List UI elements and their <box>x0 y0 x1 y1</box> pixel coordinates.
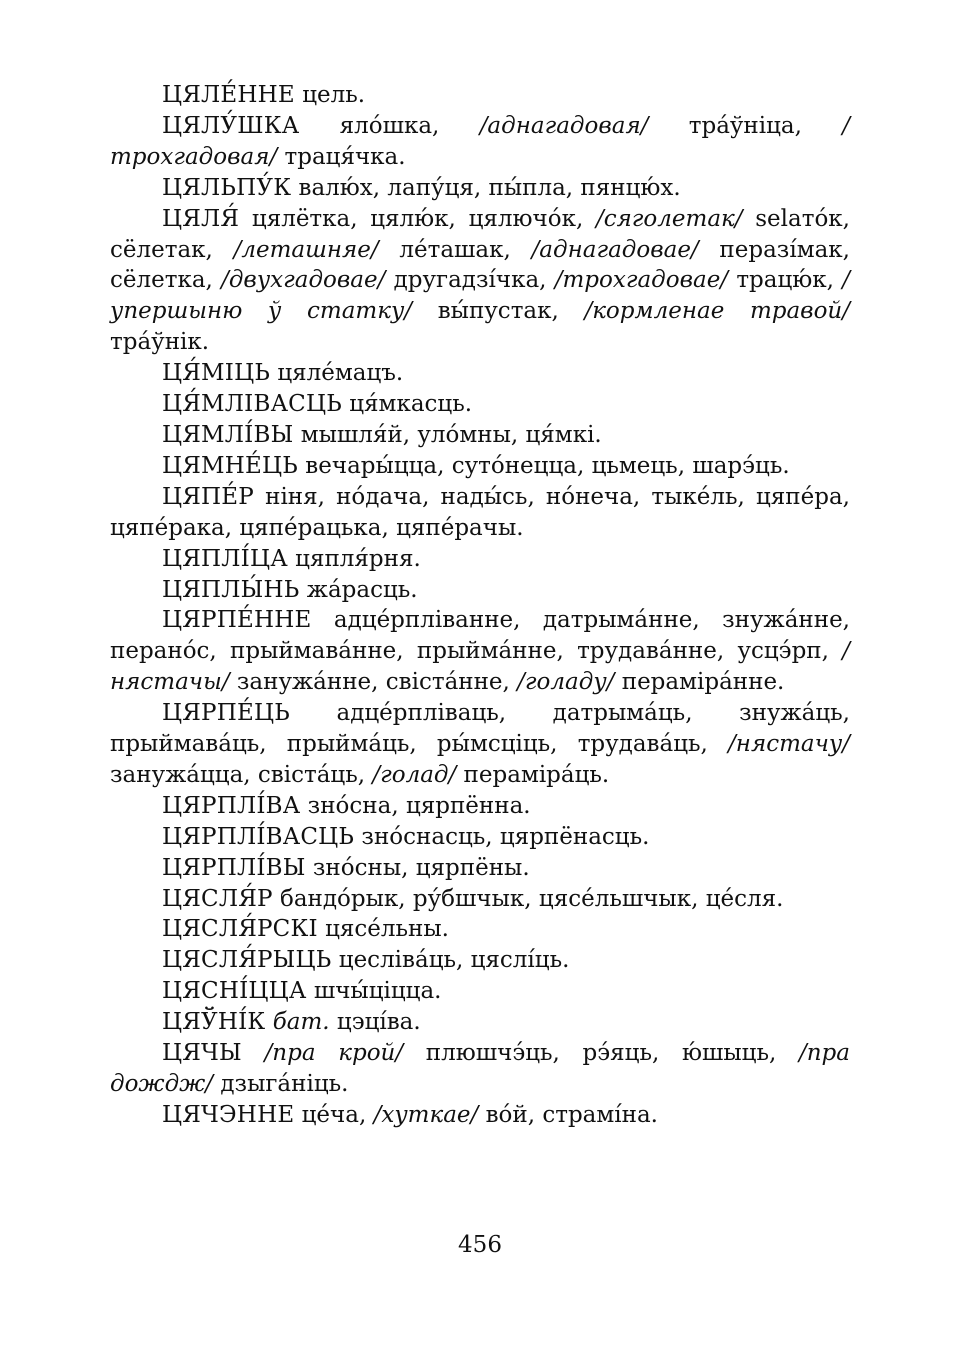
usage-note: /нястачу/ <box>728 731 850 758</box>
usage-note: /трохгадовае/ <box>554 267 729 294</box>
definition-text: вечары́цца, суто́нецца, цьмець, шарэ́ць. <box>298 452 790 479</box>
usage-note: /пра крой/ <box>264 1040 404 1067</box>
definition-text: зно́сна, цярпённа. <box>300 792 531 819</box>
dictionary-entry <box>110 822 850 853</box>
entries-list <box>110 80 850 1131</box>
definition-text: ніня, но́дача, нады́сь, но́неча, тыке́ль, цяпе́ра, цяпе́рака, цяпе́рацька, цяпе́рачы. <box>110 483 850 541</box>
dictionary-entry <box>110 945 850 976</box>
usage-note: /хуткае/ <box>373 1101 479 1128</box>
dictionary-entry <box>110 451 850 482</box>
definition-text: пераміра́нне. <box>614 669 785 696</box>
definition-text: пераміра́ць. <box>456 761 610 788</box>
dictionary-entry <box>110 605 850 698</box>
dictionary-entry <box>110 80 850 111</box>
usage-note: /сяголетак/ <box>595 205 743 232</box>
headword: ЦЯЛЕ́ННЕ <box>162 82 295 108</box>
definition-text <box>265 1009 272 1035</box>
headword: ЦЯЛУ́ШКА <box>162 112 300 139</box>
dictionary-entry <box>110 1038 850 1100</box>
dictionary-entry <box>110 853 850 884</box>
dictionary-entry <box>110 173 850 204</box>
headword: ЦЯПЕ́Р <box>162 483 254 510</box>
definition-text: валю́х, лапу́ця, пы́пла, пянцю́х. <box>291 174 681 201</box>
definition-text: цясе́льны. <box>317 916 449 943</box>
definition-text: яло́шка, <box>299 112 480 139</box>
headword: ЦЯПЛЫ́НЬ <box>162 576 300 603</box>
page-number: 456 <box>458 1232 502 1258</box>
headword: ЦЯМЛІ́ВЫ <box>162 421 294 448</box>
usage-note: /леташняе/ <box>233 236 379 263</box>
definition-text: цялётка, цялю́к, цялючо́к, <box>239 205 596 232</box>
definition-text: перазі́мак, сёлетка, <box>110 236 850 294</box>
headword: ЦЯЛЯ́ <box>162 205 240 232</box>
definition-text: цель. <box>294 82 366 108</box>
definition-text: цэці́ва. <box>329 1009 421 1036</box>
usage-note: /голаду/ <box>517 669 615 696</box>
headword: ЦЯРПЕ́ЦЬ <box>162 700 290 727</box>
headword: ЦЯЧЭННЕ <box>162 1101 295 1128</box>
definition-text: другадзі́чка, <box>385 267 555 294</box>
dictionary-entry <box>110 482 850 544</box>
definition-text: вы́пустак, <box>412 298 585 325</box>
dictionary-entry <box>110 389 850 420</box>
headword: ЦЯРПЕ́ННЕ <box>162 607 312 634</box>
definition-text: цяле́мацъ. <box>270 360 404 387</box>
usage-note: /голад/ <box>372 761 457 788</box>
dictionary-entry <box>110 1007 850 1038</box>
dictionary-entry <box>110 358 850 389</box>
usage-note: /кормленае травой/ <box>584 298 850 325</box>
headword: ЦЯРПЛІ́ВЫ <box>162 854 306 881</box>
definition-text: плюшчэ́ць, рэ́яць, ю́шыць, <box>403 1040 799 1067</box>
definition-text: тра́ўніца, <box>648 112 843 139</box>
dictionary-entry <box>110 420 850 451</box>
headword: ЦЯЛЬПУ́К <box>162 174 292 201</box>
headword: ЦЯПЛІ́ЦА <box>162 545 288 572</box>
usage-note: /упершыню ў статку/ <box>110 267 850 325</box>
dictionary-entry <box>110 791 850 822</box>
definition-text <box>242 1040 265 1066</box>
dictionary-entry <box>110 204 850 359</box>
headword: ЦЯ́МІЦЬ <box>162 360 271 387</box>
definition-text: занужа́нне, свіста́нне, <box>229 669 518 696</box>
dictionary-entry <box>110 976 850 1007</box>
dictionary-entry <box>110 544 850 575</box>
headword: ЦЯСНІ́ЦЦА <box>162 978 307 1005</box>
definition-text: занужа́цца, свіста́ць, <box>110 761 373 788</box>
headword: ЦЯСЛЯ́РСКІ <box>162 916 318 943</box>
dictionary-entry <box>110 914 850 945</box>
dictionary-entry <box>110 575 850 606</box>
headword: ЦЯРПЛІ́ВАСЦЬ <box>162 823 355 850</box>
definition-text: ця́мкасць. <box>341 391 473 418</box>
usage-note: /трохгадовая/ <box>110 112 850 170</box>
definition-text: ле́ташак, <box>378 236 532 263</box>
usage-note: бат. <box>272 1009 330 1036</box>
usage-note: /аднагадовая/ <box>479 112 649 139</box>
definition-text: зно́сны, цярпёны. <box>305 854 530 881</box>
definition-text: зно́снасць, цярпёнасць. <box>354 823 650 850</box>
definition-text: трацю́к, <box>728 267 843 294</box>
headword: ЦЯЎНІ́К <box>162 1009 266 1036</box>
headword: ЦЯСЛЯ́РЫЦЬ <box>162 947 332 974</box>
definition-text: адце́рпліваць, датрыма́ць, знужа́ць, прыймава́ць, прыйма́ць, ры́мсціць, трудава́ць, <box>110 700 850 758</box>
definition-text: траця́чка. <box>277 143 406 170</box>
definition-text: selaто́к, сёлетак, <box>110 205 850 263</box>
definition-text: адце́рпліванне, датрыма́нне, знужа́нне, перано́с, прыймава́нне, прыйма́нне, трудава́нне, усцэ́рп, <box>110 607 850 665</box>
definition-text: жа́расць. <box>299 576 418 603</box>
definition-text: тра́ўнік. <box>110 329 210 356</box>
headword: ЦЯСЛЯ́Р <box>162 885 273 912</box>
definition-text: це́ча, <box>294 1101 374 1128</box>
usage-note: /аднагадовае/ <box>531 236 699 263</box>
headword: ЦЯРПЛІ́ВА <box>162 792 301 819</box>
definition-text: шчы́ціцца. <box>306 978 442 1005</box>
definition-text: во́й, страмі́на. <box>478 1101 658 1128</box>
dictionary-entry <box>110 884 850 915</box>
dictionary-entry <box>110 698 850 791</box>
definition-text: цесліва́ць, цяслі́ць. <box>331 947 570 974</box>
headword: ЦЯ́МЛІВАСЦЬ <box>162 391 342 418</box>
headword: ЦЯМНЕ́ЦЬ <box>162 452 298 479</box>
usage-note: /двухгадовае/ <box>221 267 386 294</box>
definition-text: мышля́й, уло́мны, ця́мкі. <box>293 421 602 448</box>
definition-text: бандо́рык, ру́бшчык, цясе́льшчык, це́сля. <box>272 885 784 912</box>
usage-note: /пра дождж/ <box>110 1040 850 1097</box>
headword: ЦЯЧЫ <box>162 1040 242 1067</box>
dictionary-entry <box>110 111 850 173</box>
dictionary-entry <box>110 1100 850 1131</box>
definition-text: дзыга́ніць. <box>213 1071 349 1097</box>
definition-text: цяпля́рня. <box>287 545 421 572</box>
usage-note: /нястачы/ <box>110 638 850 696</box>
